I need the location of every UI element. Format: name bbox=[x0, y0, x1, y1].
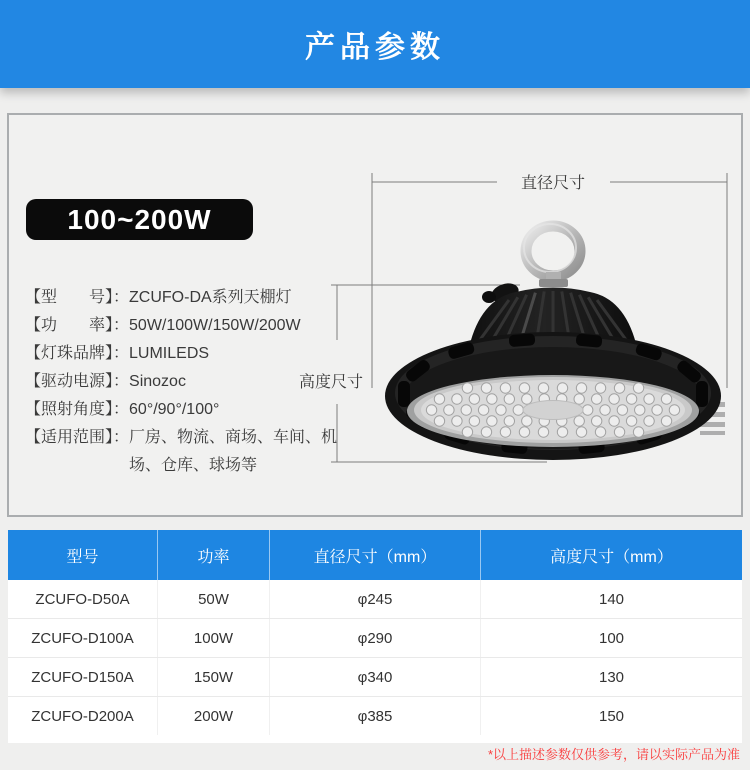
spec-list bbox=[25, 284, 345, 480]
section-header-banner bbox=[0, 0, 750, 88]
spec-value: 厂房、物流、商场、车间、机场、仓库、球场等 bbox=[129, 429, 338, 474]
table-cell: 200W bbox=[158, 697, 270, 735]
spec-table-body bbox=[8, 580, 742, 735]
table-row bbox=[8, 580, 742, 619]
table-cell: ZCUFO-D200A bbox=[8, 697, 158, 735]
table-cell: 100W bbox=[158, 619, 270, 657]
diameter-dimension-label: 直径尺寸 bbox=[520, 175, 586, 192]
table-cell: 100 bbox=[598, 629, 625, 647]
table-header-cell: 高度尺寸（mm） bbox=[550, 548, 673, 566]
table-cell: 140 bbox=[598, 590, 625, 608]
table-cell: ZCUFO-D50A bbox=[8, 580, 158, 618]
spec-value: 60°/90°/100° bbox=[129, 401, 220, 418]
spec-row bbox=[25, 312, 345, 340]
spec-value: 50W/100W/150W/200W bbox=[129, 317, 301, 334]
spec-row bbox=[25, 368, 345, 396]
table-header-cell: 直径尺寸（mm） bbox=[270, 530, 481, 580]
table-cell: 50W bbox=[158, 580, 270, 618]
page-title: 产品参数 bbox=[305, 31, 445, 64]
spec-label: 【型 号】： bbox=[25, 289, 130, 306]
table-cell: φ290 bbox=[270, 619, 481, 657]
table-cell: ZCUFO-D100A bbox=[8, 619, 158, 657]
spec-label: 【灯珠品牌】： bbox=[25, 345, 130, 362]
spec-value: Sinozoc bbox=[129, 373, 186, 390]
spec-value: LUMILEDS bbox=[129, 345, 210, 362]
spec-label: 【照射角度】： bbox=[25, 401, 130, 418]
spec-label: 【适用范围】： bbox=[25, 429, 130, 446]
height-dimension-label: 高度尺寸 bbox=[298, 374, 364, 391]
spec-label: 【功 率】： bbox=[25, 317, 130, 334]
table-header-cell: 型号 bbox=[8, 530, 158, 580]
table-cell: 150W bbox=[158, 658, 270, 696]
spec-row bbox=[25, 424, 345, 480]
table-cell: 150 bbox=[598, 707, 625, 725]
spec-row bbox=[25, 340, 345, 368]
table-cell: ZCUFO-D150A bbox=[8, 658, 158, 696]
table-row bbox=[8, 658, 742, 697]
disclaimer-note: *以上描述参数仅供参考，请以实际产品为准 bbox=[487, 747, 740, 762]
spec-row bbox=[25, 396, 345, 424]
table-cell: φ385 bbox=[270, 697, 481, 735]
spec-row bbox=[25, 284, 345, 312]
power-range-badge: 100~200W bbox=[26, 199, 253, 240]
spec-table bbox=[8, 530, 742, 743]
table-row bbox=[8, 697, 742, 735]
table-row bbox=[8, 619, 742, 658]
spec-table-header bbox=[8, 530, 742, 580]
table-cell: φ340 bbox=[270, 658, 481, 696]
table-cell: 130 bbox=[598, 668, 625, 686]
table-header-cell: 功率 bbox=[158, 530, 270, 580]
spec-value: ZCUFO-DA系列天棚灯 bbox=[129, 289, 292, 306]
table-cell: φ245 bbox=[270, 580, 481, 618]
spec-label: 【驱动电源】： bbox=[25, 373, 130, 390]
